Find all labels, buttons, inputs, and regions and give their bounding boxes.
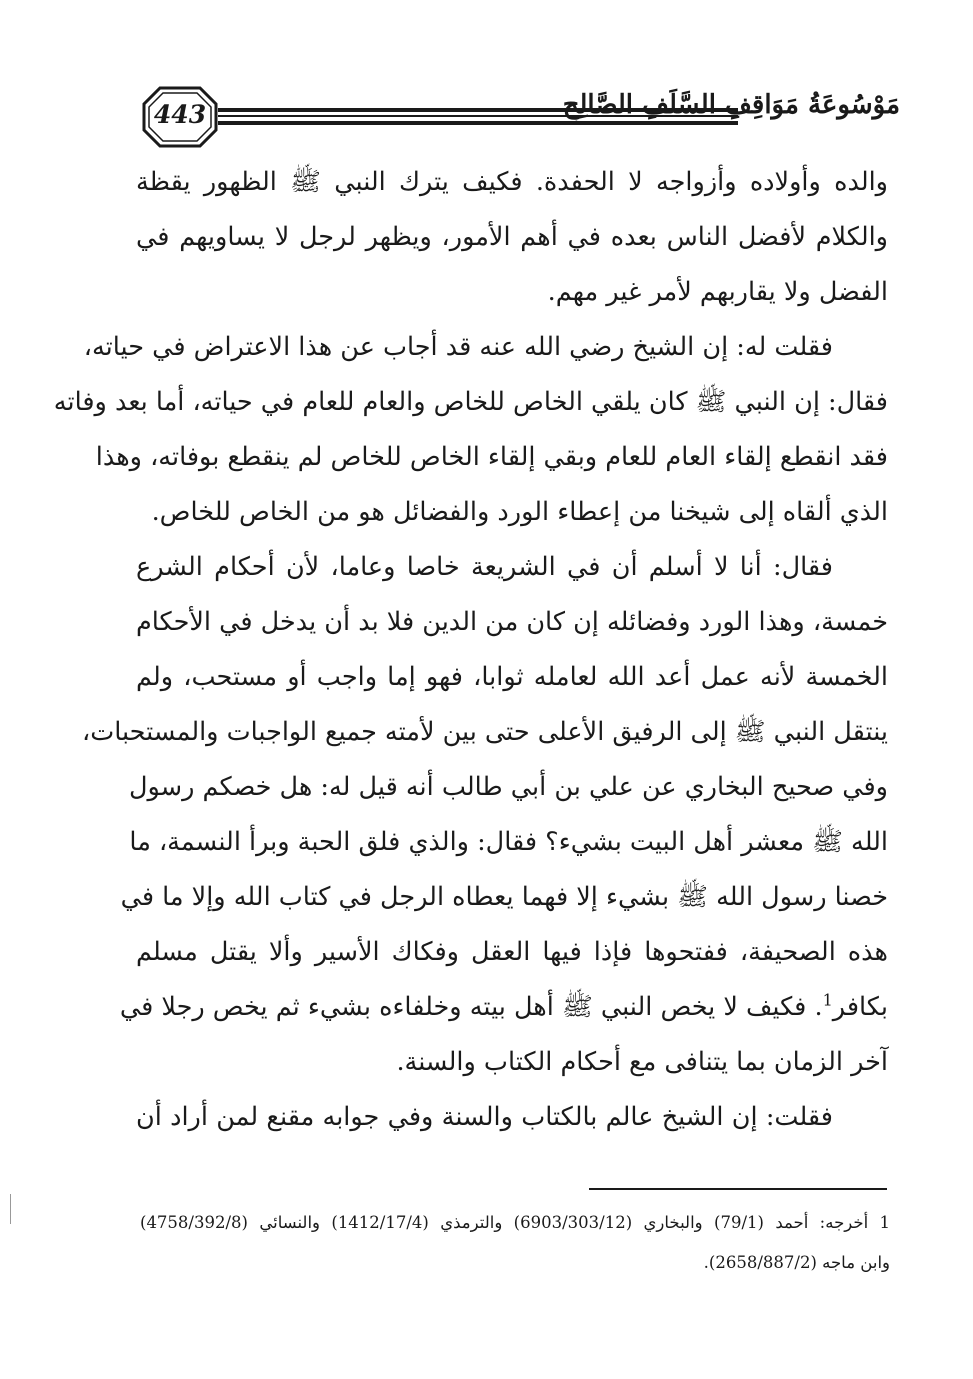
scan-margin-mark [10,1194,11,1224]
text-line: آخر الزمان بما يتنافى مع أحكام الكتاب والسنة. [396,1047,888,1077]
page-header [140,84,900,150]
text-fragment: . فكيف لا يخص النبي ﷺ أهل بيته وخلفاءه بشيء ثم يخص رجلا في [119,992,823,1022]
text-line: فقلت: إن الشيخ عالم بالكتاب والسنة وفي جوابه مقنع لمن أراد أن [136,1102,833,1132]
footnote-reference[interactable]: 1 [822,990,833,1010]
text-line [119,980,888,1035]
footnote-separator [589,1188,887,1190]
text-line: والكلام لأفضل الناس بعده في أهم الأمور، ويظهر لرجل لا يساويهم في [136,222,888,252]
main-text [53,155,888,1145]
text-line: الفضل ولا يقاربهم لأمر غير مهم. [547,277,888,307]
text-line: ينتقل النبي ﷺ إلى الرفيق الأعلى حتى بين لأمته جميع الواجبات والمستحبات، [81,717,888,747]
text-line: الذي ألقاه إلى شيخنا من إعطاء الورد والفضائل هو من الخاص للخاص. [151,497,888,527]
footnote-line: وابن ماجه (2658/887/2). [703,1253,890,1272]
page-number: 443 [153,100,207,129]
text-line: الله ﷺ معشر أهل البيت بشيء؟ فقال: والذي فلق الحبة وبرأ النسمة، ما [129,827,888,857]
footnote-line: 1 أخرجه: أحمد (79/1) والبخاري (6903/303/12) والترمذي (1412/17/4) والنسائي (4758/392/8) [140,1213,891,1232]
text-line: خمسة، وهذا الورد وفضائله إن كان من الدين فلا بد أن يدخل في الأحكام [135,607,888,637]
text-fragment: بكافر [832,992,888,1022]
text-line: والده وأولاده وأزواجه لا الحفدة. فكيف يترك النبي ﷺ الظهور يقظة [136,167,888,197]
book-title: مَوْسُوعَةُ مَوَاقِفِ السَّلَفِ الصَّالِحِ [562,90,900,120]
text-line: فقلت له: إن الشيخ رضي الله عنه قد أجاب عن هذا الاعتراض في حياته، [83,332,833,362]
text-line: فقال: أنا لا أسلم أن في الشريعة خاصا وعاما، لأن أحكام الشرع [136,552,833,582]
text-line: الخمسة لأنه عمل أعد الله لعامله ثوابا، فهو إما واجب أو مستحب، ولم [136,662,888,692]
text-line: وفي صحيح البخاري عن علي بن أبي طالب أنه قيل له: هل خصكم رسول [129,772,888,802]
text-line: خصنا رسول الله ﷺ بشيء إلا فهما يعطاه الرجل في كتاب الله وإلا ما في [120,882,888,912]
text-line: فقال: إن النبي ﷺ كان يلقي الخاص للخاص والعام للعام في حياته، أما بعد وفاته [53,387,888,417]
header-rule [218,121,738,125]
text-line: هذه الصحيفة، ففتحوها فإذا فيها العقل وفكاك الأسير وألا يقتل مسلم [136,937,888,967]
footnotes [140,1203,890,1283]
page-number-badge [140,84,220,150]
text-line: فقد انقطع إلقاء العام للعام وبقي إلقاء الخاص للخاص لم ينقطع بوفاته، وهذا [95,442,888,472]
